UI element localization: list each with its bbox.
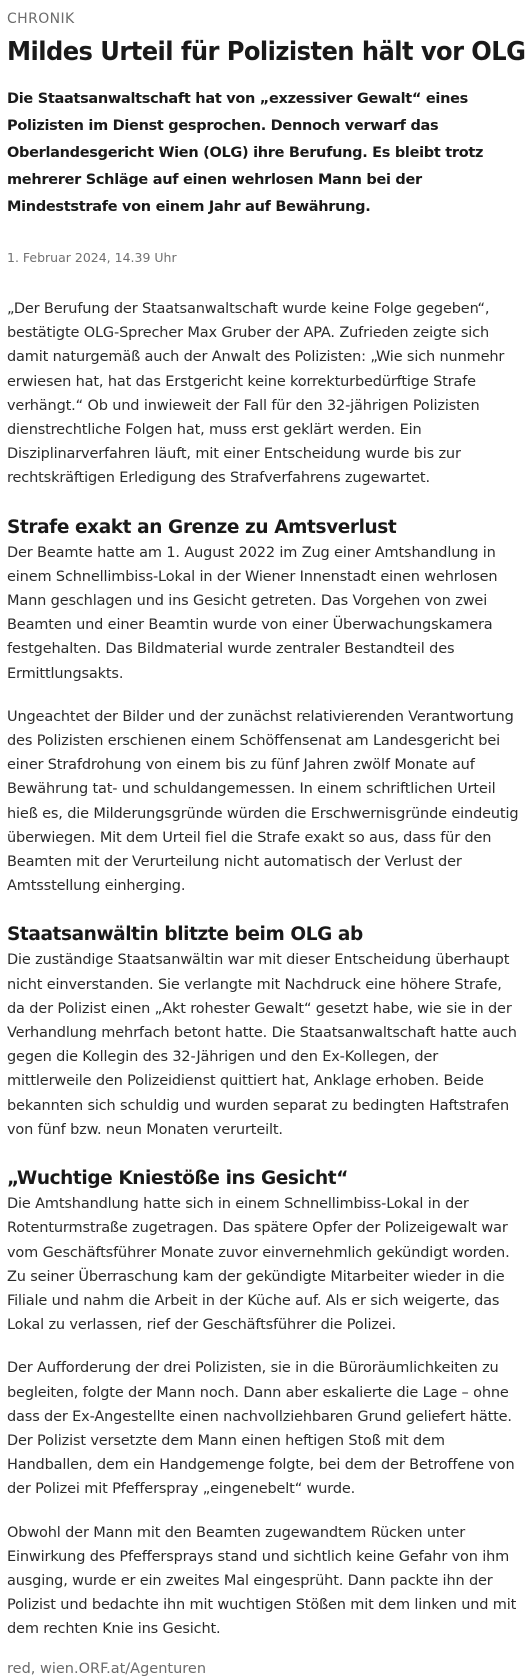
- section-1-paragraph-2: Ungeachtet der Bilder und der zunächst relativierenden Verantwortung des Polizisten erschienen einem Schöffensenat am Landesgericht bei einer Strafdrohung von einem bis zu fünf Jahren zwölf Monate auf Bewährung tat- und schuldangemessen. In einem schriftlichen Urteil hieß es, die Milderungsgründe würden die Erschwernisgründe eindeutig überwiegen. Mit dem Urteil fiel die Strafe exakt so aus, dass für den Beamten mit der Verurteilung nicht automatisch der Verlust der Amtsstellung einherging.: [7, 708, 519, 895]
- section-heading-2: Staatsanwältin blitzte beim OLG ab: [7, 924, 363, 946]
- category-label: CHRONIK: [7, 11, 75, 27]
- publish-date: 1. Februar 2024, 14.39 Uhr: [7, 250, 177, 265]
- article-lead: Die Staatsanwaltschaft hat von „exzessiver Gewalt“ eines Polizisten im Dienst gesprochen. Dennoch verwarf das Oberlandesgericht Wien (OLG) ihre Berufung. Es bleibt trotz mehrerer Schläge auf einen wehrlosen Mann bei der Mindeststrafe von einem Jahr auf Bewährung.: [7, 91, 484, 215]
- section-1-paragraph-1: Der Beamte hatte am 1. August 2022 im Zug einer Amtshandlung in einem Schnellimbiss-Lokal in der Wiener Innenstadt einen wehrlosen Mann geschlagen und ins Gesicht getreten. Das Vorgehen von zwei Beamten und einer Beamtin wurde von einer Überwachungskamera festgehalten. Das Bildmaterial wurde zentraler Bestandteil des Ermittlungsakts.: [7, 544, 498, 682]
- section-3-paragraph-3: Obwohl der Mann mit den Beamten zugewandtem Rücken unter Einwirkung des Pfeffersprays stand und sichtlich keine Gefahr von ihm ausging, wurde er ein zweites Mal eingesprüht. Dann packte ihn der Polizist und bedachte ihn mit wuchtigen Stößen mit dem linken und mit dem rechten Knie ins Gesicht.: [7, 1524, 517, 1638]
- section-3-paragraph-1: Die Amtshandlung hatte sich in einem Schnellimbiss-Lokal in der Rotenturmstraße zugetragen. Das spätere Opfer der Polizeigewalt war vom Geschäftsführer Monate zuvor einvernehmlich gekündigt worden. Zu seiner Überraschung kam der gekündigte Mitarbeiter wieder in die Filiale und nahm die Arbeit in der Küche auf. Als er sich weigerte, das Lokal zu verlassen, rief der Geschäftsführer die Polizei.: [7, 1196, 510, 1334]
- article-source: red, wien.ORF.at/Agenturen: [7, 1660, 207, 1677]
- intro-paragraph: „Der Berufung der Staatsanwaltschaft wurde keine Folge gegeben“, bestätigte OLG-Sprecher Max Gruber der APA. Zufrieden zeigte sich damit naturgemäß auch der Anwalt des Polizisten: „Wie sich nunmehr erwiesen hat, hat das Erstgericht keine korrekturbedürftige Strafe verhängt.“ Ob und inwieweit der Fall für den 32-jährigen Polizisten dienstrechtliche Folgen hat, muss erst geklärt werden. Ein Disziplinarverfahren läuft, mit einer Entscheidung wurde bis zur rechtskräftigen Erledigung des Strafverfahrens zugewartet.: [7, 301, 505, 487]
- article-headline: Mildes Urteil für Polizisten hält vor OLG: [7, 37, 526, 67]
- section-heading-3: „Wuchtige Kniestöße ins Gesicht“: [7, 1168, 348, 1190]
- section-heading-1: Strafe exakt an Grenze zu Amtsverlust: [7, 516, 397, 538]
- section-2-paragraph-1: Die zuständige Staatsanwältin war mit dieser Entscheidung überhaupt nicht einverstanden. Sie verlangte mit Nachdruck eine höhere Strafe, da der Polizist einen „Akt rohester Gewalt“ gesetzt habe, wie sie in der Verhandlung mehrfach betont hatte. Die Staatsanwaltschaft hatte auch gegen die Kollegin des 32-Jährigen und den Ex-Kollegen, der mittlerweile den Polizeidienst quittiert hat, Anklage erhoben. Beide bekannten sich schuldig und wurden separat zu bedingten Haftstrafen von fünf bzw. neun Monaten verurteilt.: [7, 952, 517, 1138]
- section-3-paragraph-2: Der Aufforderung der drei Polizisten, sie in die Büroräumlichkeiten zu begleiten, folgte der Mann noch. Dann aber eskalierte die Lage – ohne dass der Ex-Angestellte einen nachvollziehbaren Grund geliefert hätte. Der Polizist versetzte dem Mann einen heftigen Stoß mit dem Handballen, dem ein Handgemenge folgte, bei dem der Betroffene von der Polizei mit Pfefferspray „eingenebelt“ wurde.: [7, 1360, 515, 1498]
